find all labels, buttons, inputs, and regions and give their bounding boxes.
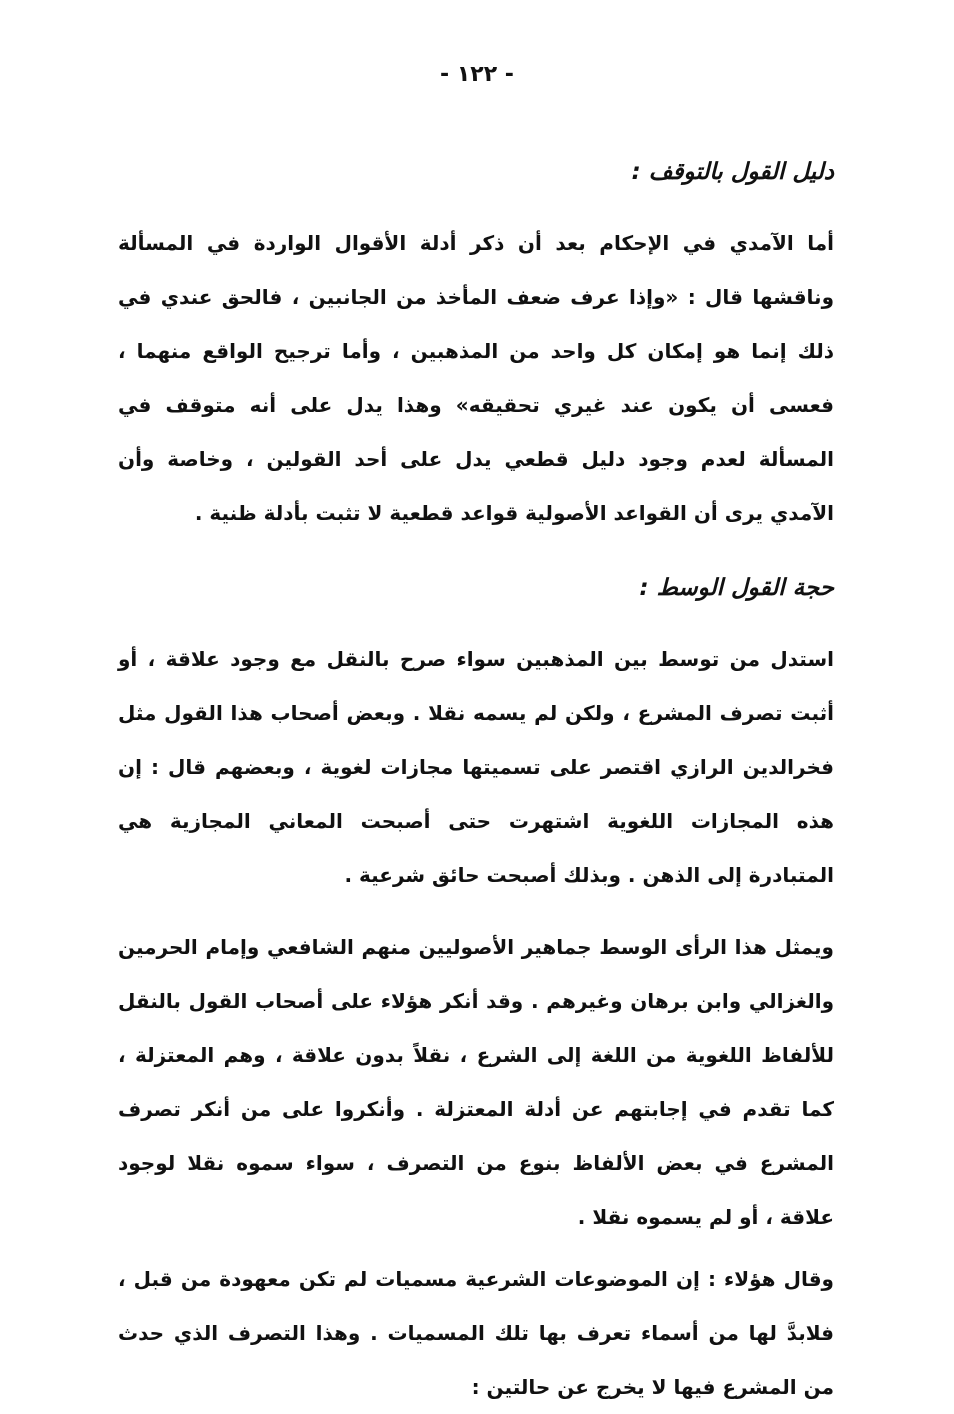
page-number: - ١٢٢ - [440,62,514,87]
paragraph-wasat-3: وقال هؤلاء : إن الموضوعات الشرعية مسميات لم تكن معهودة من قبل ، فلابدَّ لها من أسماء تعرف بها تلك المسميات . وهذا التصرف الذي حدث من المشرع فيها لا يخرج عن حالتين : [118,1267,834,1399]
paragraph-wasat-2: ويمثل هذا الرأى الوسط جماهير الأصوليين منهم الشافعي وإمام الحرمين والغزالي وابن برهان وغيرهم . وقد أنكر هؤلاء على أصحاب القول بالنقل للألفاظ اللغوية من اللغة إلى الشرع ، نقلاً بدون علاقة ، وهم المعتزلة ، كما تقدم في إجابتهم عن أدلة المعتزلة . وأنكروا على من أنكر تصرف المشرع في بعض الألفاظ بنوع من التصرف ، سواء سموه نقلا لوجود علاقة ، أو لم يسموه نقلا . [118,935,834,1229]
section-heading-tawaqquf: دليل القول بالتوقف : [631,159,834,185]
paragraph-tawaqquf: أما الآمدي في الإحكام بعد أن ذكر أدلة الأقوال الواردة في المسألة وناقشها قال : «وإذا عرف ضعف المأخذ من الجانبين ، فالحق عندي في ذلك إنما هو إمكان كل واحد من المذهبين ، وأما ترجيح الواقع منهما ، فعسى أن يكون عند غيري تحقيقه» وهذا يدل على أنه متوقف في المسألة لعدم وجود دليل قطعي يدل على أحد القولين ، وخاصة وأن الآمدي يرى أن القواعد الأصولية قواعد قطعية لا تثبت بأدلة ظنية . [118,231,834,525]
page-content [118,150,834,1414]
section-heading-wasat: حجة القول الوسط : [639,575,834,601]
paragraph-wasat-1: استدل من توسط بين المذهبين سواء صرح بالنقل مع وجود علاقة ، أو أثبت تصرف المشرع ، ولكن لم يسمه نقلا . وبعض أصحاب هذا القول مثل فخرالدين الرازي اقتصر على تسميتها مجازات لغوية ، وبعضهم قال : إن هذه المجازات اللغوية اشتهرت حتى أصبحت المعاني المجازية هي المتبادرة إلى الذهن . وبذلك أصبحت حائق شرعية . [118,647,834,887]
